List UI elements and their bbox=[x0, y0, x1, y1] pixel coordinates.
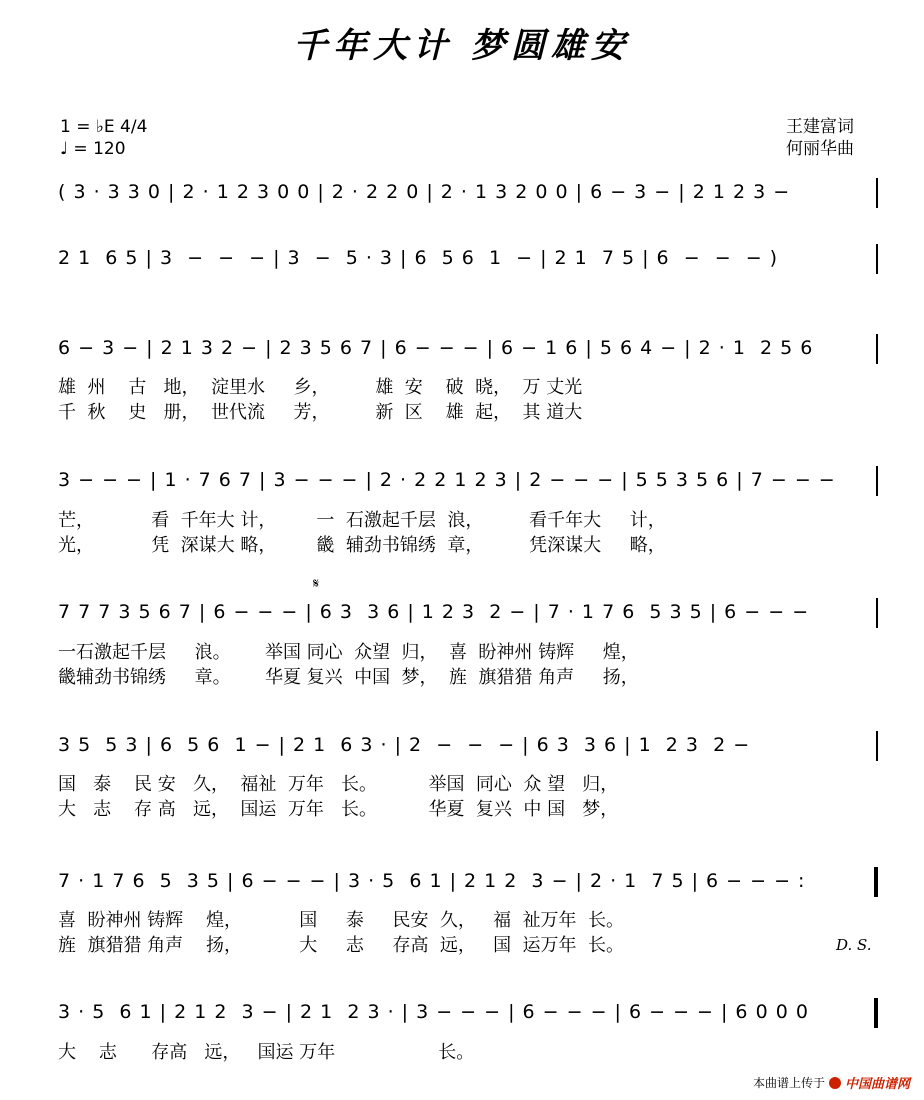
notation-row-4: 3 − − − | 1 · 7 6 7 | 3 − − − | 2 · 2 2 1 2 3 | 2 − − − | 5 5 3 5 6 | 7 − − − bbox=[58, 469, 836, 491]
notation-row-2: 2 1 6 5 | 3 − − − | 3 − 5 · 3 | 6 5 6 1 − | 2 1 7 5 | 6 − − − ) bbox=[58, 247, 779, 269]
composer-credit: 何丽华曲 bbox=[786, 139, 854, 159]
barline-3 bbox=[876, 334, 878, 364]
lyric-row-7-verse-1: 喜 盼神州 铸辉 煌， 国 泰 民安 久， 福 祉万年 长。 bbox=[58, 910, 624, 931]
final-barline bbox=[874, 998, 878, 1028]
source-footer bbox=[753, 1073, 910, 1092]
lyric-row-3-verse-1: 雄 州 古 地， 淀里水 乡， 雄 安 破 晓， 万 丈光 bbox=[58, 377, 583, 398]
lyric-row-6-verse-1: 国 泰 民 安 久， 福祉 万年 长。 举国 同心 众 望 归， bbox=[58, 774, 619, 795]
dal-segno-marking: D. S. bbox=[836, 936, 872, 954]
segno-icon: 𝄋 bbox=[313, 576, 320, 592]
lyricist-credit: 王建富词 bbox=[786, 117, 854, 137]
site-logo-icon bbox=[829, 1077, 841, 1089]
notation-row-8: 3 · 5 6 1 | 2 1 2 3 − | 2 1 2 3 · | 3 − − − | 6 − − − | 6 − − − | 6 0 0 0 bbox=[58, 1001, 809, 1023]
lyric-row-5-verse-1: 一石激起千层 浪。 举国 同心 众望 归， 喜 盼神州 铸辉 煌， bbox=[58, 642, 639, 663]
song-title: 千年大计 梦圆雄安 bbox=[293, 26, 631, 66]
repeat-barline bbox=[874, 867, 878, 897]
lyric-row-5-verse-2: 畿辅劲书锦绣 章。 华夏 复兴 中国 梦， 旌 旗猎猎 角声 扬， bbox=[58, 667, 639, 688]
lyric-row-3-verse-2: 千 秋 史 册， 世代流 芳， 新 区 雄 起， 其 道大 bbox=[58, 402, 583, 423]
tempo-marking: ♩ = 120 bbox=[60, 139, 126, 159]
notation-row-7: 7 · 1 7 6 5 3 5 | 6 − − − | 3 · 5 6 1 | 2 1 2 3 − | 2 · 1 7 5 | 6 − − − : bbox=[58, 870, 806, 892]
barline-4 bbox=[876, 466, 878, 496]
lyric-row-6-verse-2: 大 志 存 高 远， 国运 万年 长。 华夏 复兴 中 国 梦， bbox=[58, 799, 619, 820]
barline-2 bbox=[876, 244, 878, 274]
notation-row-5: 7 7 7 3 5 6 7 | 6 − − − | 6 3 3 6 | 1 2 3 2 − | 7 · 1 7 6 5 3 5 | 6 − − − bbox=[58, 601, 810, 623]
notation-row-6: 3 5 5 3 | 6 5 6 1 − | 2 1 6 3 · | 2 − − − | 6 3 3 6 | 1 2 3 2 − bbox=[58, 734, 751, 756]
lyric-row-4-verse-2: 光， 凭 深谋大 略， 畿 辅劲书锦绣 章， 凭深谋大 略， bbox=[58, 535, 666, 556]
key-signature: 1 = ♭E 4/4 bbox=[60, 117, 148, 137]
site-logo-text[interactable]: 中国曲谱网 bbox=[844, 1077, 910, 1092]
notation-row-3: 6 − 3 − | 2 1 3 2 − | 2 3 5 6 7 | 6 − − − | 6 − 1 6 | 5 6 4 − | 2 · 1 2 5 6 bbox=[58, 337, 814, 359]
lyric-row-4-verse-1: 芒， 看 千年大 计， 一 石激起千层 浪， 看千年大 计， bbox=[58, 510, 666, 531]
lyric-row-8: 大 志 存高 远， 国运 万年 长。 bbox=[58, 1042, 475, 1063]
barline-6 bbox=[876, 731, 878, 761]
notation-row-1: ( 3 · 3 3 0 | 2 · 1 2 3 0 0 | 2 · 2 2 0 | 2 · 1 3 2 0 0 | 6 − 3 − | 2 1 2 3 − bbox=[58, 181, 791, 203]
lyric-row-7-verse-2: 旌 旗猎猎 角声 扬， 大 志 存高 远， 国 运万年 长。 bbox=[58, 935, 624, 956]
footer-text: 本曲谱上传于 bbox=[752, 1076, 825, 1090]
barline-1 bbox=[876, 178, 878, 208]
barline-5 bbox=[876, 598, 878, 628]
